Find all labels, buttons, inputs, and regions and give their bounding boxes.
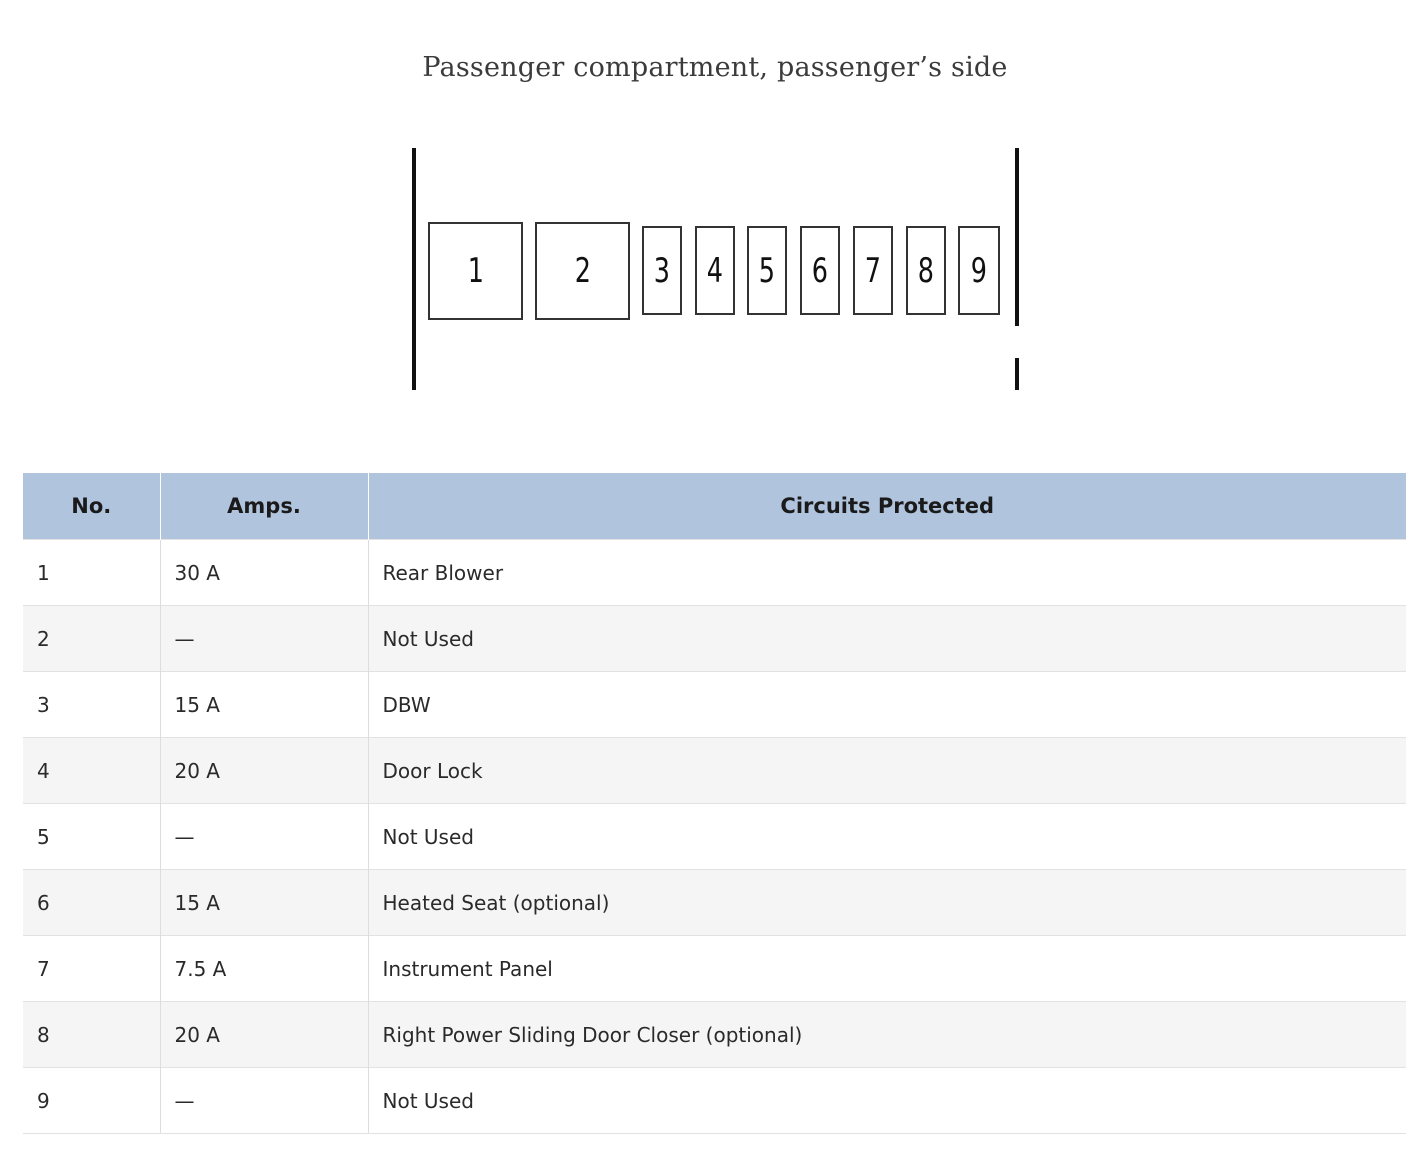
table-row <box>23 1068 1406 1134</box>
cell-no: 4 <box>23 738 160 804</box>
cell-circuit: Rear Blower <box>368 540 1406 606</box>
cell-no: 2 <box>23 606 160 672</box>
cell-no: 5 <box>23 804 160 870</box>
table-row <box>23 804 1406 870</box>
table-row <box>23 1002 1406 1068</box>
cell-amps: 20 A <box>160 1002 368 1068</box>
table-row <box>23 606 1406 672</box>
cell-amps: — <box>160 606 368 672</box>
cell-circuit: Door Lock <box>368 738 1406 804</box>
table-row <box>23 870 1406 936</box>
cell-circuit: Right Power Sliding Door Closer (optional) <box>368 1002 1406 1068</box>
cell-circuit: DBW <box>368 672 1406 738</box>
table-row <box>23 738 1406 804</box>
table-row <box>23 672 1406 738</box>
column-header-circuits: Circuits Protected <box>368 473 1406 540</box>
cell-no: 6 <box>23 870 160 936</box>
fuse-box-right-wall-stub <box>1015 358 1019 390</box>
fuse-assignment-table <box>23 473 1406 1134</box>
cell-circuit: Not Used <box>368 804 1406 870</box>
fuse-6: 6 <box>800 226 840 315</box>
cell-circuit: Not Used <box>368 1068 1406 1134</box>
cell-no: 9 <box>23 1068 160 1134</box>
fuse-2: 2 <box>535 222 630 320</box>
cell-circuit: Not Used <box>368 606 1406 672</box>
table-row <box>23 936 1406 1002</box>
cell-amps: 30 A <box>160 540 368 606</box>
fuse-box-right-wall <box>1015 148 1019 326</box>
cell-amps: 15 A <box>160 870 368 936</box>
table-row <box>23 540 1406 606</box>
fuse-8: 8 <box>906 226 946 315</box>
cell-amps: 7.5 A <box>160 936 368 1002</box>
cell-amps: — <box>160 804 368 870</box>
fuse-3: 3 <box>642 226 682 315</box>
column-header-no: No. <box>23 473 160 540</box>
fuse-7: 7 <box>853 226 893 315</box>
cell-circuit: Instrument Panel <box>368 936 1406 1002</box>
fuse-1: 1 <box>428 222 523 320</box>
cell-amps: 20 A <box>160 738 368 804</box>
fuse-box-left-wall <box>412 148 416 390</box>
fuse-4: 4 <box>695 226 735 315</box>
table-header-row <box>23 473 1406 540</box>
fuse-box-diagram <box>405 140 1030 400</box>
column-header-amps: Amps. <box>160 473 368 540</box>
cell-amps: — <box>160 1068 368 1134</box>
cell-no: 1 <box>23 540 160 606</box>
cell-amps: 15 A <box>160 672 368 738</box>
fuse-5: 5 <box>747 226 787 315</box>
cell-circuit: Heated Seat (optional) <box>368 870 1406 936</box>
cell-no: 8 <box>23 1002 160 1068</box>
fuse-9: 9 <box>958 226 1000 315</box>
cell-no: 7 <box>23 936 160 1002</box>
page-title: Passenger compartment, passenger’s side <box>422 52 1008 83</box>
cell-no: 3 <box>23 672 160 738</box>
